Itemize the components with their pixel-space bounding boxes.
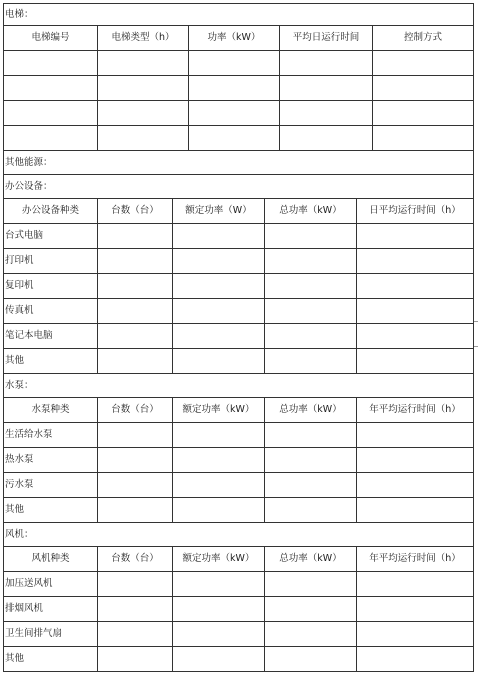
cell[interactable] [173, 324, 265, 349]
cell[interactable] [173, 448, 265, 473]
cell[interactable] [265, 647, 357, 672]
cell[interactable] [265, 498, 357, 523]
cell[interactable] [4, 101, 98, 126]
cell[interactable] [98, 249, 173, 274]
cell[interactable] [357, 572, 474, 597]
fan-row-label: 其他 [4, 647, 98, 672]
elevator-row [4, 76, 474, 101]
cell[interactable] [189, 101, 280, 126]
office-row-label: 台式电脑 [4, 224, 98, 249]
office-header-count: 台数（台） [98, 199, 173, 224]
office-section-row [4, 175, 474, 199]
cell[interactable] [173, 224, 265, 249]
elevator-section-row [4, 4, 474, 26]
cell[interactable] [357, 473, 474, 498]
office-row [4, 224, 474, 249]
cell[interactable] [357, 498, 474, 523]
cell[interactable] [4, 76, 98, 101]
pump-header-row [4, 398, 474, 423]
office-row [4, 299, 474, 324]
elevator-header-row [4, 26, 474, 51]
cell[interactable] [357, 423, 474, 448]
cell[interactable] [265, 324, 357, 349]
elevator-header-control-mode: 控制方式 [373, 26, 474, 51]
cell[interactable] [265, 423, 357, 448]
office-row [4, 349, 474, 374]
cell[interactable] [265, 349, 357, 374]
cell[interactable] [173, 349, 265, 374]
cell[interactable] [98, 101, 189, 126]
cell[interactable] [173, 274, 265, 299]
cell[interactable] [4, 51, 98, 76]
elevator-header-id: 电梯编号 [4, 26, 98, 51]
office-row [4, 324, 474, 349]
cell[interactable] [357, 448, 474, 473]
pump-row [4, 448, 474, 473]
fan-row-label: 排烟风机 [4, 597, 98, 622]
pump-row-label: 热水泵 [4, 448, 98, 473]
cell[interactable] [98, 473, 173, 498]
margin-tick [474, 346, 478, 347]
cell[interactable] [357, 647, 474, 672]
cell[interactable] [173, 249, 265, 274]
cell[interactable] [373, 76, 474, 101]
survey-table [3, 3, 474, 672]
cell[interactable] [173, 498, 265, 523]
cell[interactable] [98, 76, 189, 101]
cell[interactable] [98, 647, 173, 672]
office-row-label: 笔记本电脑 [4, 324, 98, 349]
cell[interactable] [265, 249, 357, 274]
cell[interactable] [4, 126, 98, 151]
elevator-header-power: 功率（kW） [189, 26, 280, 51]
cell[interactable] [98, 423, 173, 448]
cell[interactable] [98, 51, 189, 76]
other-energy-row [4, 151, 474, 175]
cell[interactable] [173, 299, 265, 324]
office-row [4, 274, 474, 299]
cell[interactable] [173, 572, 265, 597]
office-row-label: 传真机 [4, 299, 98, 324]
fan-row-label: 卫生间排气扇 [4, 622, 98, 647]
pump-header-rated-power: 额定功率（kW） [173, 398, 265, 423]
cell[interactable] [357, 597, 474, 622]
fan-row [4, 622, 474, 647]
cell[interactable] [189, 76, 280, 101]
cell[interactable] [173, 647, 265, 672]
cell[interactable] [265, 274, 357, 299]
fan-header-rated-power: 额定功率（kW） [173, 547, 265, 572]
pump-header-type: 水泵种类 [4, 398, 98, 423]
cell[interactable] [173, 473, 265, 498]
pump-row [4, 473, 474, 498]
cell[interactable] [173, 597, 265, 622]
fan-row [4, 647, 474, 672]
cell[interactable] [357, 224, 474, 249]
office-section-label: 办公设备： [4, 175, 474, 199]
cell[interactable] [265, 597, 357, 622]
pump-row-label: 污水泵 [4, 473, 98, 498]
cell[interactable] [98, 349, 173, 374]
office-header-row [4, 199, 474, 224]
cell[interactable] [280, 76, 373, 101]
fan-row [4, 572, 474, 597]
fan-row [4, 597, 474, 622]
cell[interactable] [280, 51, 373, 76]
office-header-total-power: 总功率（kW） [265, 199, 357, 224]
office-header-daily-runtime: 日平均运行时间（h） [357, 199, 474, 224]
pump-row-label: 生活给水泵 [4, 423, 98, 448]
cell[interactable] [98, 324, 173, 349]
cell[interactable] [357, 274, 474, 299]
energy-survey-form [3, 3, 473, 672]
cell[interactable] [357, 349, 474, 374]
fan-header-annual-runtime: 年平均运行时间（h） [357, 547, 474, 572]
cell[interactable] [280, 126, 373, 151]
cell[interactable] [173, 423, 265, 448]
elevator-row [4, 126, 474, 151]
cell[interactable] [280, 101, 373, 126]
office-row-label: 复印机 [4, 274, 98, 299]
pump-header-count: 台数（台） [98, 398, 173, 423]
cell[interactable] [373, 51, 474, 76]
fan-row-label: 加压送风机 [4, 572, 98, 597]
cell[interactable] [373, 101, 474, 126]
office-row [4, 249, 474, 274]
fan-header-type: 风机种类 [4, 547, 98, 572]
cell[interactable] [98, 448, 173, 473]
cell[interactable] [265, 448, 357, 473]
cell[interactable] [98, 622, 173, 647]
office-row-label: 其他 [4, 349, 98, 374]
pump-row-label: 其他 [4, 498, 98, 523]
elevator-row [4, 51, 474, 76]
cell[interactable] [189, 126, 280, 151]
cell[interactable] [357, 299, 474, 324]
cell[interactable] [98, 498, 173, 523]
elevator-row [4, 101, 474, 126]
cell[interactable] [357, 324, 474, 349]
cell[interactable] [98, 299, 173, 324]
cell[interactable] [189, 51, 280, 76]
cell[interactable] [98, 572, 173, 597]
fan-section-row [4, 523, 474, 547]
cell[interactable] [265, 572, 357, 597]
cell[interactable] [173, 622, 265, 647]
cell[interactable] [98, 274, 173, 299]
pump-section-row [4, 374, 474, 398]
cell[interactable] [265, 224, 357, 249]
cell[interactable] [98, 597, 173, 622]
elevator-header-type: 电梯类型（h） [98, 26, 189, 51]
cell[interactable] [98, 224, 173, 249]
cell[interactable] [373, 126, 474, 151]
elevator-section-label: 电梯： [4, 4, 474, 26]
pump-header-total-power: 总功率（kW） [265, 398, 357, 423]
cell[interactable] [98, 126, 189, 151]
cell[interactable] [265, 299, 357, 324]
cell[interactable] [357, 249, 474, 274]
office-row-label: 打印机 [4, 249, 98, 274]
fan-header-row [4, 547, 474, 572]
other-energy-label: 其他能源： [4, 151, 474, 175]
office-header-type: 办公设备种类 [4, 199, 98, 224]
fan-header-count: 台数（台） [98, 547, 173, 572]
fan-header-total-power: 总功率（kW） [265, 547, 357, 572]
cell[interactable] [265, 622, 357, 647]
cell[interactable] [265, 473, 357, 498]
pump-header-annual-runtime: 年平均运行时间（h） [357, 398, 474, 423]
margin-tick [474, 321, 478, 322]
cell[interactable] [357, 622, 474, 647]
pump-section-label: 水泵： [4, 374, 474, 398]
elevator-header-daily-runtime: 平均日运行时间 [280, 26, 373, 51]
office-header-rated-power: 额定功率（W） [173, 199, 265, 224]
fan-section-label: 风机： [4, 523, 474, 547]
pump-row [4, 423, 474, 448]
pump-row [4, 498, 474, 523]
